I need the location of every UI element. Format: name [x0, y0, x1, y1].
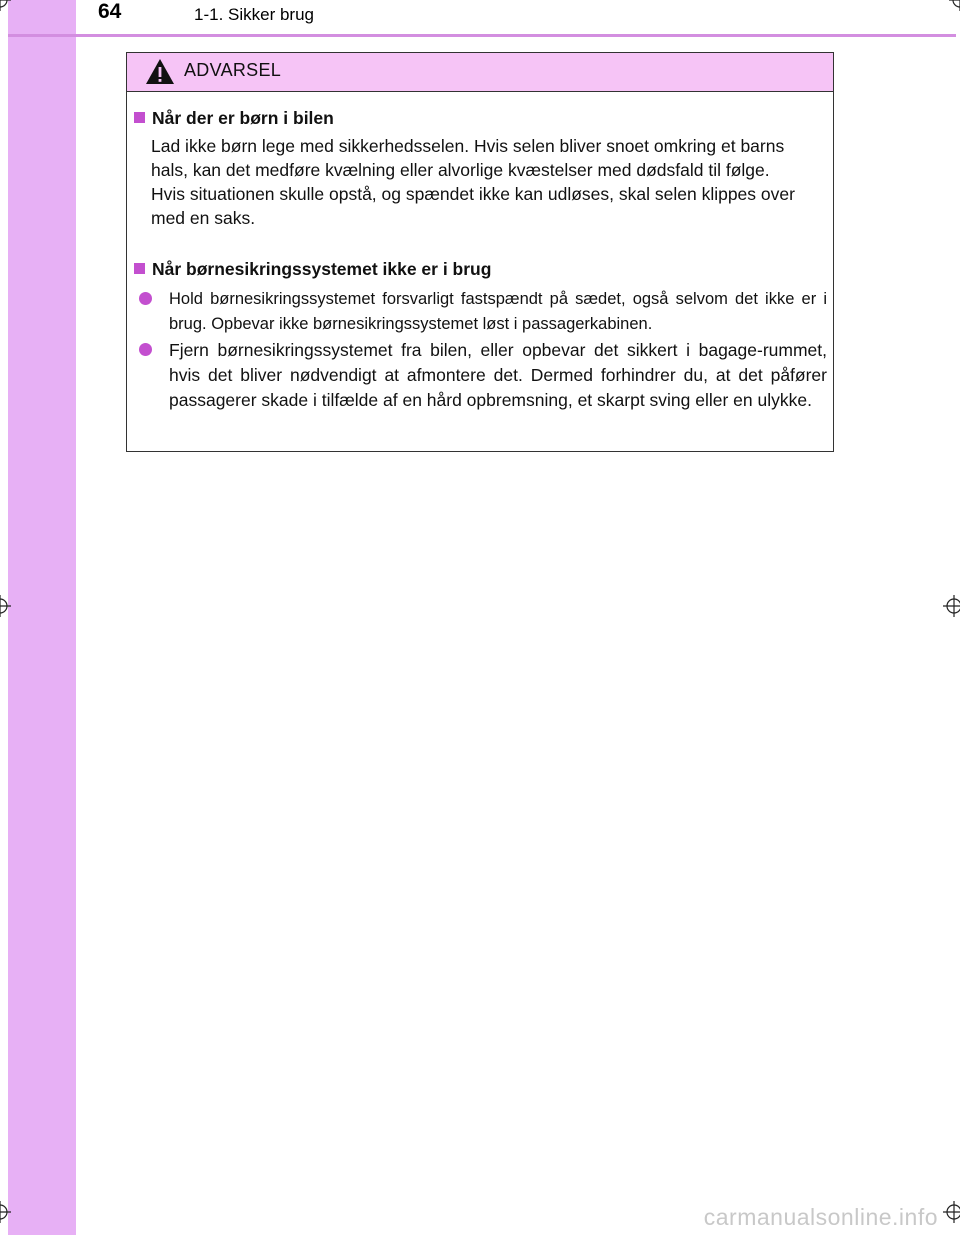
registration-mark-icon: [943, 1201, 960, 1223]
registration-mark-icon: [0, 1201, 11, 1223]
watermark: carmanualsonline.info: [703, 1204, 938, 1230]
side-color-band: [8, 0, 76, 1235]
circle-bullet-icon: [139, 292, 152, 305]
registration-mark-icon: [0, 0, 11, 11]
page-number: 64: [98, 0, 122, 23]
section-heading-text: Når der er børn i bilen: [152, 108, 334, 128]
header-rule: [8, 34, 956, 37]
warning-box: [126, 52, 834, 452]
warning-label: ADVARSEL: [184, 60, 282, 80]
square-bullet-icon: [134, 112, 145, 123]
section-heading: [134, 108, 334, 129]
list-item-text: Hold børnesikringssystemet forsvarligt fastspændt på sædet, også selvom det ikke er i brug. Opbevar ikke børnesikringssystemet løst i passagerkabinen.: [169, 290, 827, 333]
registration-mark-icon: [0, 595, 11, 617]
list-item-text: Fjern børnesikringssystemet fra bilen, eller opbevar det sikkert i bagage-rummet, hvis det bliver nødvendigt at afmontere det. Dermed forhindrer du, at det påfører passagerer skade i tilfælde af en hård opbremsning, et skarpt sving eller en ulykke.: [169, 340, 827, 410]
section-heading: [134, 259, 491, 280]
registration-mark-icon: [943, 595, 960, 617]
warning-header: [127, 53, 833, 92]
circle-bullet-icon: [139, 343, 152, 356]
warning-triangle-icon: [145, 58, 175, 85]
square-bullet-icon: [134, 263, 145, 274]
section-title: 1-1. Sikker brug: [194, 5, 314, 24]
section-heading-text: Når børnesikringssystemet ikke er i brug: [152, 259, 492, 279]
registration-mark-icon: [949, 0, 960, 11]
section-paragraph: Lad ikke børn lege med sikkerhedsselen. Hvis selen bliver snoet omkring et barns hals, kan det medføre kvælning eller alvorlige kvæstelser med dødsfald til følge. Hvis situationen skulle opstå, og spændet ikke kan udløses, skal selen klippes over med en saks.: [151, 136, 795, 228]
